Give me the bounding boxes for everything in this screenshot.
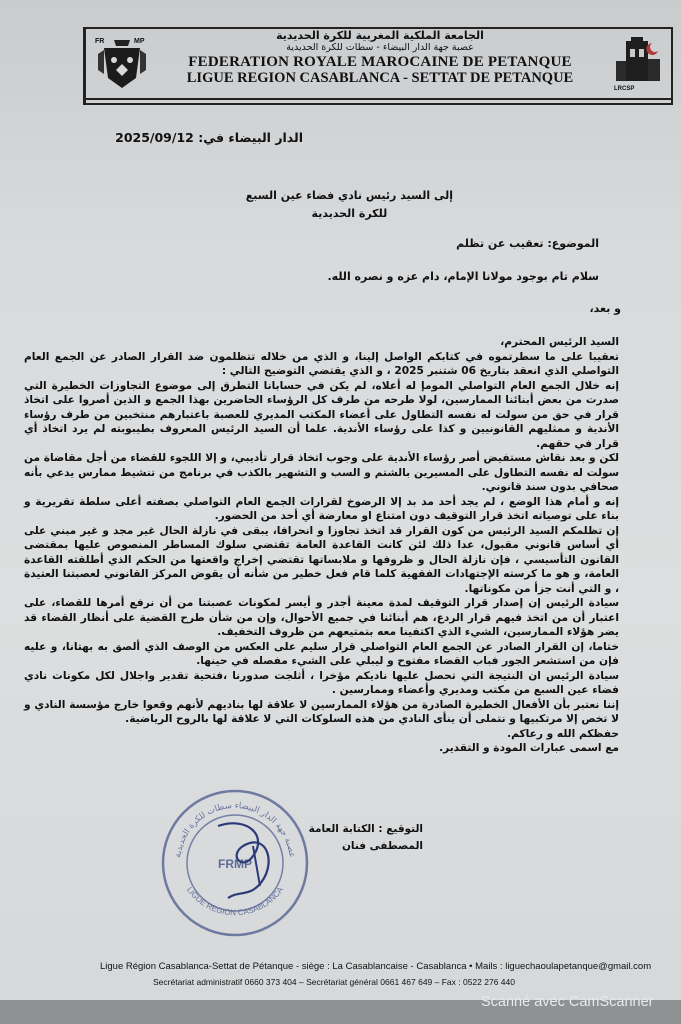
body-paragraph: إنه و أمام هذا الوضع ، لم يجد أحد مد بد إلا الرضوخ لقرارات الجمع العام التواصلي بصفته أعلى سلطة تقريرية و بناء على توصياته اتخذ قرار التوقيف دون امتناع او معارضة أي أحد من الحضور. — [24, 495, 619, 522]
logo-text-mp: MP — [134, 38, 145, 45]
letter-transition: و بعد، — [589, 302, 621, 315]
signatory-name: المصطفى فنان — [341, 840, 423, 852]
signature-block — [309, 821, 423, 855]
letter-date: الدار البيضاء في: 2025/09/12 — [115, 130, 303, 145]
recipient-line-2: للكرة الحديدية — [311, 207, 388, 220]
recipient-block — [246, 187, 453, 223]
letterhead-titles — [170, 29, 590, 86]
federation-name-french: FEDERATION ROYALE MAROCAINE DE PETANQUE — [188, 54, 572, 70]
footer-address: Ligue Région Casablanca-Settat de Pétanque - siège : La Casablancaise - Casablanca • Mails : liguechaoulapetanque@gmail.com — [100, 961, 652, 972]
letter-body — [24, 335, 619, 756]
league-logo-text: LRCSP — [614, 86, 635, 92]
footer-contacts: Secrétariat administratif 0660 373 404 – Secrétariat général 0661 467 649 – Fax : 0522 276 440 — [153, 977, 515, 987]
official-stamp — [158, 786, 312, 940]
federation-name-arabic: الجامعة الملكية المغربية للكرة الحديدية — [276, 29, 484, 42]
camscanner-watermark: Scanné avec CamScanner — [481, 994, 654, 1010]
stamp-arabic-text: عصبة جهة الدار البيضاء سطات للكرة الحديدية — [173, 800, 297, 859]
body-paragraph: إنه خلال الجمع العام التواصلي المومإ له أعلاه، لم يكن في حسابانا التطرق إلى موضوع التجاوزات الخطيرة التي صدرت من بعض أبنائنا الممارسين، لولا طرحه من طرف كل الرؤساء الحاضرين بهذا الجمع و الذين أصروا على اتخاذ قرار في حق من سولت له نفسه التطاول على أعضاء المكتب المديري للعصبة باعتبارهم منتخبين من طرف رؤساء الأندية و ممثليهم القانونيين و كذا على رؤساء الأندية. علما أن السيد الرئيس المعروف بطيبوبته لم يرد اتخاذ أي قرار في حقهم. — [24, 379, 619, 450]
league-name-french: LIGUE REGION CASABLANCA - SETTAT DE PETANQUE — [186, 70, 574, 86]
stamp-center-text: FRMP — [218, 857, 252, 871]
letter-greeting: سلام تام بوجود مولانا الإمام، دام عزه و نصره الله. — [327, 270, 599, 283]
body-paragraph: حفظكم الله و رعاكم. — [507, 727, 619, 740]
federation-crest-logo — [92, 34, 152, 92]
signature-title: التوقيع : الكتابة العامة — [308, 823, 423, 835]
league-name-arabic: عصبة جهة الدار البيضاء - سطات للكرة الحديدية — [286, 42, 474, 53]
logo-text-fr: FR — [95, 38, 105, 45]
body-paragraph: سيادة الرئيس إن إصدار قرار التوقيف لمدة معينة أجدر و أيسر لمكونات عصبتنا من أن نرفع أمرها للقضاء، على اعتبار أن من اتخذ فيهم قرار الردع، هم أبنائنا في جميع الأحوال، وإن من شأن طرح القضية على أنظار القضاء قد يضر هؤلاء الممارسين، الشيء الذي اكتفينا معه بتمتيعهم من ظروف التخفيف. — [24, 597, 619, 638]
body-paragraph: سيادة الرئيس ان النتيجة التي تحصل عليها ناديكم مؤخرا ، أثلجت صدورنا ،فتحية تقدير واجلال لكل مكونات نادي فضاء عين السبع من مكتب ومديري وأعضاء وممارسين . — [24, 669, 619, 696]
letter-subject: الموضوع: تعقيب عن تظلم — [456, 237, 599, 250]
body-paragraph: إننا نعتبر بأن الأفعال الخطيرة الصادرة من هؤلاء الممارسين لا علاقة لها بناديهم لأنهم وقعوا خارج مؤسسة النادي و لا تخص إلا مرتكبيها و نتملى أن ينأى النادي من هذه السلوكات التي لا علاقة لها بالروح الرياضية. — [24, 698, 619, 725]
stamp-french-text: LIGUE REGION CASABLANCA — [185, 885, 285, 918]
recipient-line-1: إلى السيد رئيس نادي فضاء عين السبع — [245, 189, 453, 202]
body-paragraph: ختاما، إن القرار الصادر عن الجمع العام التواصلي قرار سليم على العكس من الوصف الذي ألصق به بهتانا، و عليه فإن من استشعر الجور فباب القضاء مفتوح و ليبلي على الشيء مفصله في حينها. — [24, 640, 619, 667]
body-paragraph: السيد الرئيس المحترم، — [500, 336, 619, 348]
league-logo — [612, 35, 664, 93]
letterhead-divider — [83, 98, 673, 100]
body-paragraph: إن تظلمكم السيد الرئيس من كون القرار قد اتخذ تجاوزا و انحرافا، يبقى في نازلة الحال غير مجد و غير مبني على أي أساس قانوني مقبول، عدا ذلك لئن كانت القاعدة العامة تقتضي سلوك المساطر المنصوص عليها بمقتضى القانون التأسيسي ، فإن نازلة الحال و ظروفها و ملابساتها تقتضي إخراج واقعتها من الحكم الذي أطلقته القاعدة العامة، و هو ما كرسته الإجتهادات الفقهية كلما قام فعل خطير من شأنه أن يقوض المركز القانوني لعصبتنا العتيدة ، و التي أنت جزأ من مكوناتها. — [24, 524, 619, 595]
body-paragraph: مع اسمى عبارات المودة و التقدير. — [439, 742, 619, 754]
body-paragraph: تعقيبا على ما سطرتموه في كتابكم الواصل إلينا، و الذي من خلاله تتظلمون ضد القرار الصادر عن الجمع العام التواصلي الذي انعقد بتاريخ 06 شتنبر 2025 ، و الذي يقتضي التوضيح التالي : — [24, 350, 619, 377]
body-paragraph: لكن و بعد نقاش مستفيض أصر رؤساء الأندية على وجوب اتخاذ قرار تأديبي، و إلا اللجوء للقضاء من أجل مقاضاة من سولت له نفسه التطاول على المسيرين بالشتم و السب و التشهير بالكذب في برنامج من تنشيط ممارس يدعي بأنه صحافي بدون سند قانوني. — [24, 452, 619, 493]
